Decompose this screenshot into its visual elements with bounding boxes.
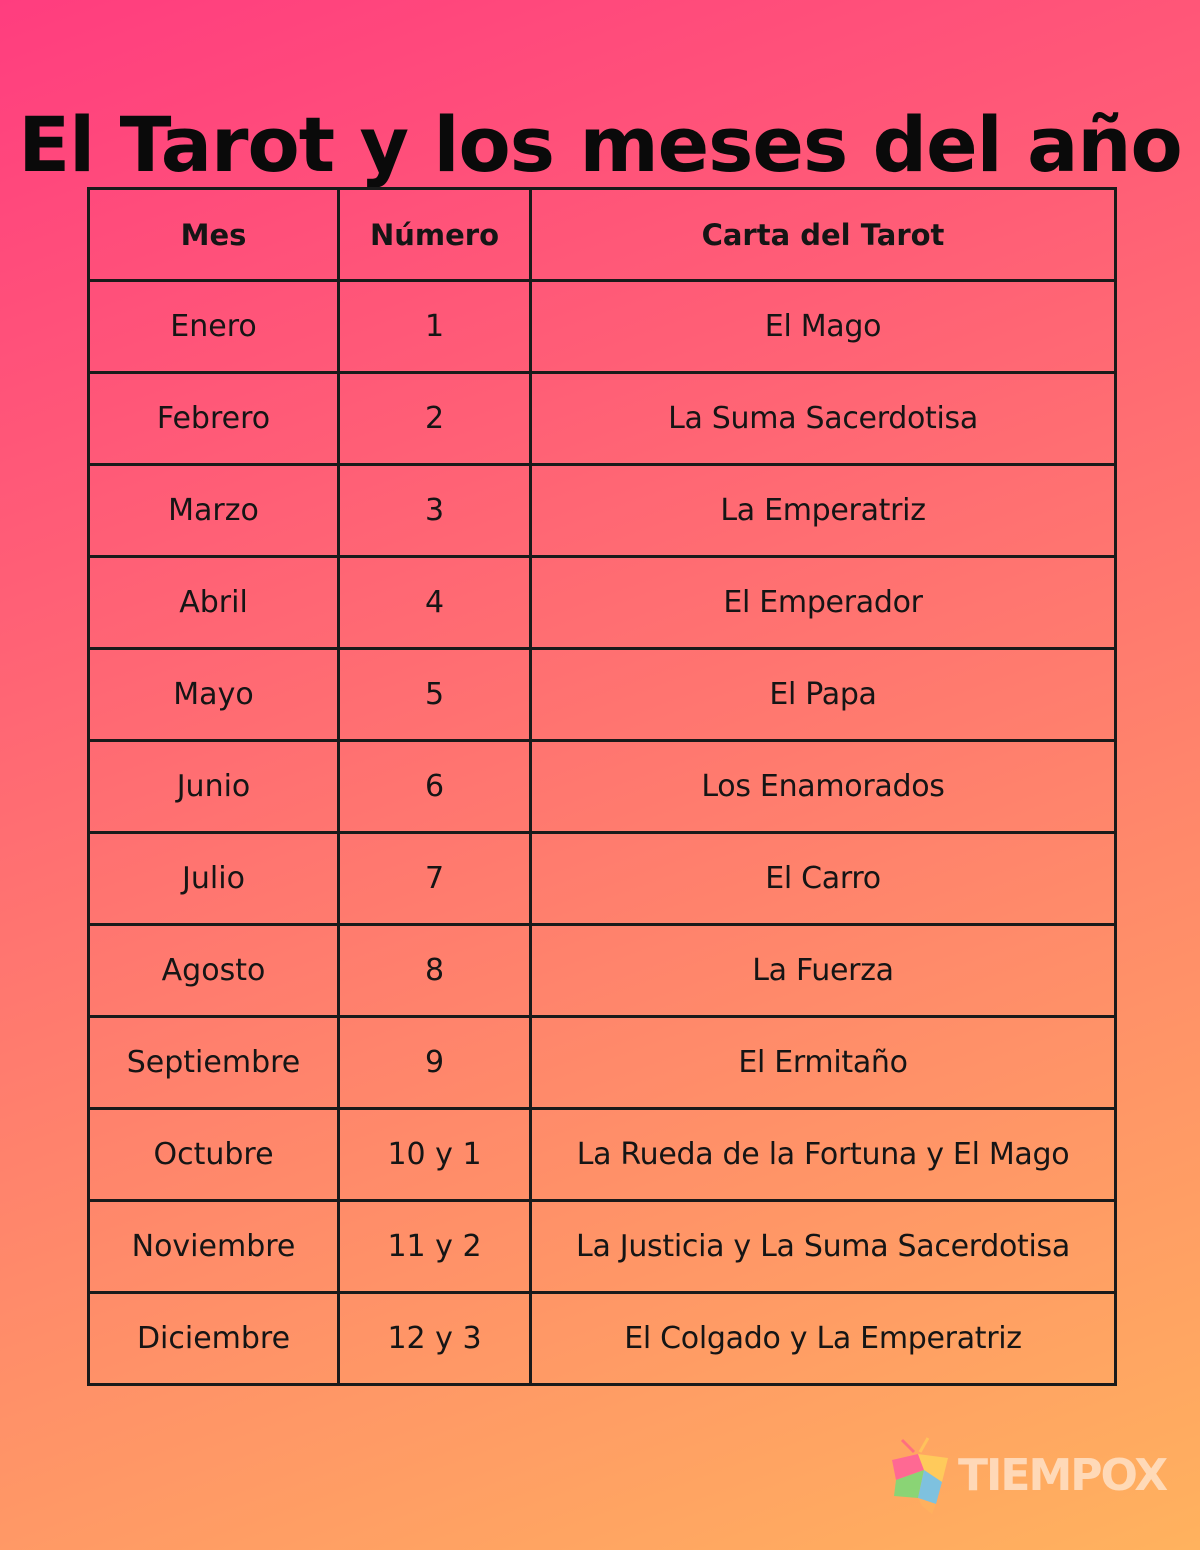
cell-month: Enero (89, 281, 339, 373)
table-row (89, 373, 1116, 465)
cell-number: 3 (339, 465, 531, 557)
cell-card: La Justicia y La Suma Sacerdotisa (531, 1201, 1116, 1293)
tiempox-watermark (888, 1430, 1178, 1520)
tv-logo-icon (888, 1436, 960, 1516)
page-title: El Tarot y los meses del año (18, 99, 1182, 189)
cell-card: El Emperador (531, 557, 1116, 649)
cell-card: El Mago (531, 281, 1116, 373)
cell-number: 2 (339, 373, 531, 465)
table-row (89, 557, 1116, 649)
cell-month: Mayo (89, 649, 339, 741)
cell-month: Septiembre (89, 1017, 339, 1109)
cell-number: 1 (339, 281, 531, 373)
cell-card: El Colgado y La Emperatriz (531, 1293, 1116, 1385)
cell-month: Abril (89, 557, 339, 649)
cell-card: La Suma Sacerdotisa (531, 373, 1116, 465)
cell-month: Diciembre (89, 1293, 339, 1385)
cell-month: Noviembre (89, 1201, 339, 1293)
table-row (89, 925, 1116, 1017)
watermark-text: TIEMPOX (958, 1450, 1167, 1501)
cell-month: Octubre (89, 1109, 339, 1201)
cell-number: 8 (339, 925, 531, 1017)
cell-card: El Papa (531, 649, 1116, 741)
cell-card: La Rueda de la Fortuna y El Mago (531, 1109, 1116, 1201)
table-row (89, 1293, 1116, 1385)
table-row (89, 741, 1116, 833)
table-row (89, 649, 1116, 741)
tarot-months-table (87, 187, 1117, 1386)
table-row (89, 833, 1116, 925)
cell-card: El Ermitaño (531, 1017, 1116, 1109)
cell-month: Agosto (89, 925, 339, 1017)
table-row (89, 465, 1116, 557)
table-row (89, 1017, 1116, 1109)
table-row (89, 1109, 1116, 1201)
cell-month: Febrero (89, 373, 339, 465)
header-numero: Número (339, 189, 531, 281)
cell-number: 11 y 2 (339, 1201, 531, 1293)
cell-month: Junio (89, 741, 339, 833)
cell-month: Julio (89, 833, 339, 925)
cell-card: La Fuerza (531, 925, 1116, 1017)
header-mes: Mes (89, 189, 339, 281)
cell-card: El Carro (531, 833, 1116, 925)
cell-number: 6 (339, 741, 531, 833)
cell-number: 7 (339, 833, 531, 925)
cell-card: La Emperatriz (531, 465, 1116, 557)
header-carta: Carta del Tarot (531, 189, 1116, 281)
cell-card: Los Enamorados (531, 741, 1116, 833)
table-row (89, 281, 1116, 373)
cell-number: 5 (339, 649, 531, 741)
cell-number: 9 (339, 1017, 531, 1109)
cell-number: 4 (339, 557, 531, 649)
cell-number: 10 y 1 (339, 1109, 531, 1201)
table-row (89, 1201, 1116, 1293)
cell-month: Marzo (89, 465, 339, 557)
cell-number: 12 y 3 (339, 1293, 531, 1385)
table-header-row (89, 189, 1116, 281)
